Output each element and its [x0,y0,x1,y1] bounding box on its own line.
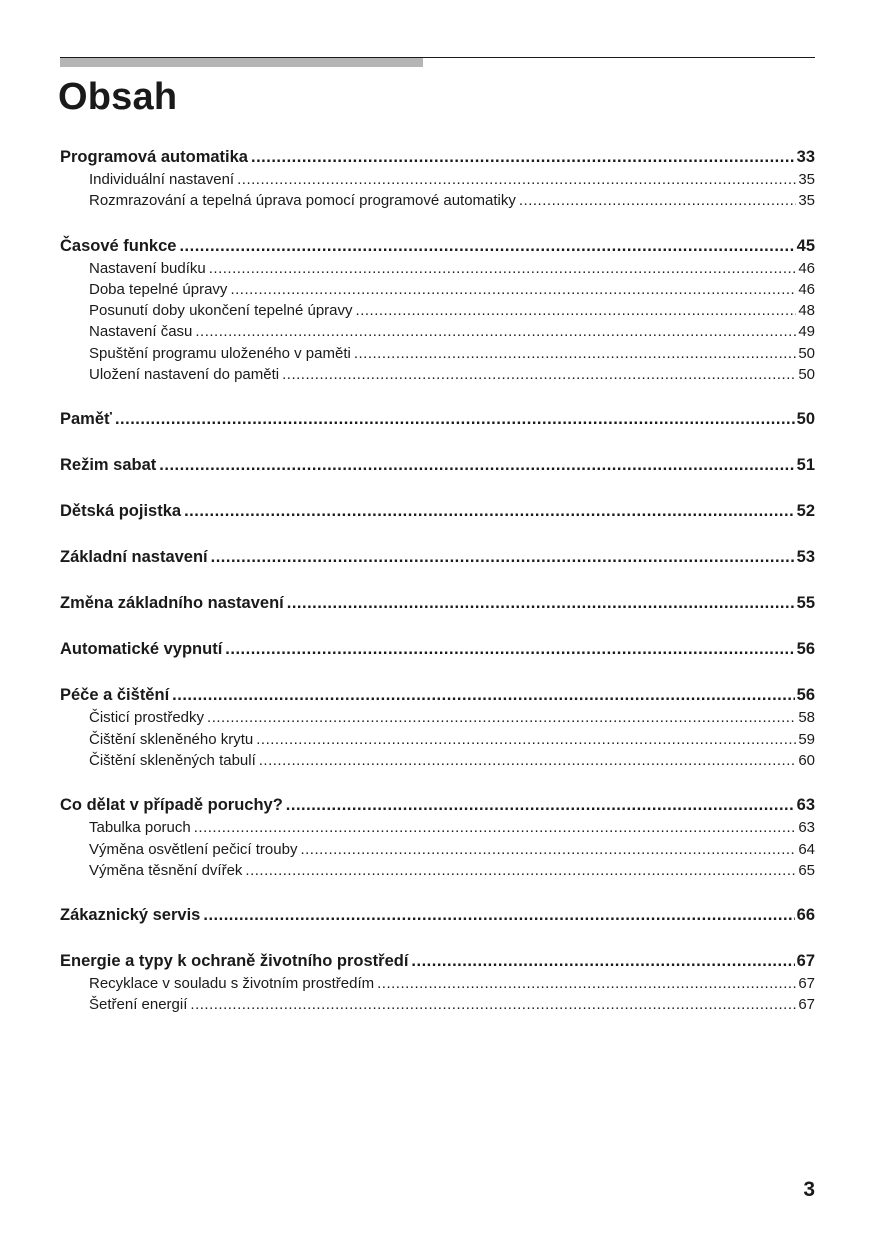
toc-subentry[interactable] [60,279,815,300]
table-of-contents [60,146,815,1039]
dot-leader [256,729,796,750]
toc-subentry-title: Recyklace v souladu s životním prostředím [89,975,375,993]
toc-entry[interactable] [60,794,815,817]
toc-entry-page: 51 [796,456,815,475]
toc-entry-page: 53 [796,548,815,567]
toc-section [60,546,815,569]
toc-section [60,500,815,523]
toc-subentry-page: 35 [798,192,815,210]
toc-subentry[interactable] [60,750,815,771]
toc-subentry-title: Čištění skleněného krytu [89,730,254,748]
toc-entry[interactable] [60,500,815,523]
header-bar [60,58,423,67]
dot-leader [184,500,795,523]
toc-subentry-page: 49 [798,323,815,341]
toc-subentry-title: Výměna těsnění dvířek [89,861,243,879]
dot-leader [190,994,796,1015]
toc-entry[interactable] [60,546,815,569]
toc-entry-title: Režim sabat [60,456,157,475]
toc-subentry[interactable] [60,321,815,342]
toc-subentry-page: 46 [798,280,815,298]
toc-subentry[interactable] [60,729,815,750]
toc-section [60,592,815,615]
toc-entry[interactable] [60,454,815,477]
toc-entry-title: Co dělat v případě poruchy? [60,796,283,815]
dot-leader [251,146,795,169]
toc-entry-title: Zákaznický servis [60,906,201,925]
dot-leader [282,364,796,385]
toc-subentry-page: 50 [798,366,815,384]
toc-entry-page: 33 [796,148,815,166]
toc-entry-page: 55 [796,594,815,613]
toc-subentry-page: 64 [798,840,815,858]
dot-leader [230,279,796,300]
toc-subentry[interactable] [60,300,815,321]
toc-subentry-page: 60 [798,751,815,769]
toc-subentry-title: Rozmrazování a tepelná úprava pomocí programové automatiky [89,192,516,210]
toc-subentry[interactable] [60,839,815,860]
toc-subentry-page: 48 [798,302,815,320]
toc-subentry-title: Spuštění programu uloženého v paměti [89,344,351,362]
toc-entry-title: Automatické vypnutí [60,640,223,659]
toc-section [60,454,815,477]
toc-subentry-title: Nastavení budíku [89,259,206,277]
toc-entry[interactable] [60,235,815,258]
toc-subentry[interactable] [60,973,815,994]
dot-leader [172,684,794,707]
dot-leader [194,817,797,838]
toc-subentry-title: Čištění skleněných tabulí [89,751,256,769]
dot-leader [195,321,796,342]
toc-subentry-title: Doba tepelné úpravy [89,280,228,298]
toc-subentry[interactable] [60,190,815,211]
toc-entry-page: 56 [796,640,815,659]
dot-leader [354,343,796,364]
dot-leader [286,794,795,817]
toc-section [60,950,815,1016]
page-number: 3 [803,1178,815,1201]
toc-subentry-title: Šetření energií [89,996,188,1014]
toc-subentry-title: Čisticí prostředky [89,709,205,727]
toc-entry[interactable] [60,146,815,169]
toc-entry[interactable] [60,950,815,973]
dot-leader [207,707,796,728]
toc-entry-title: Základní nastavení [60,548,208,567]
dot-leader [159,454,794,477]
dot-leader [211,546,795,569]
toc-subentry-page: 63 [798,819,815,837]
toc-subentry[interactable] [60,258,815,279]
toc-subentry-title: Individuální nastavení [89,171,235,188]
toc-entry-title: Změna základního nastavení [60,594,284,613]
toc-subentry-page: 50 [798,344,815,362]
toc-subentry-title: Posunutí doby ukončení tepelné úpravy [89,302,353,320]
toc-section [60,638,815,661]
toc-entry-title: Dětská pojistka [60,502,182,521]
toc-section [60,794,815,881]
toc-subentry-page: 67 [798,975,815,993]
toc-subentry-page: 46 [798,259,815,277]
toc-section [60,408,815,431]
toc-subentry-title: Uložení nastavení do paměti [89,366,280,384]
toc-entry-page: 66 [796,906,815,925]
toc-section [60,904,815,927]
toc-subentry[interactable] [60,860,815,881]
dot-leader [287,592,795,615]
toc-entry[interactable] [60,904,815,927]
toc-entry-page: 52 [796,502,815,521]
toc-subentry[interactable] [60,994,815,1015]
toc-subentry-page: 35 [798,171,815,188]
toc-section [60,235,815,386]
dot-leader [237,169,796,190]
toc-entry-title: Energie a typy k ochraně životního prostředí [60,952,409,971]
toc-subentry[interactable] [60,364,815,385]
toc-subentry[interactable] [60,343,815,364]
toc-subentry[interactable] [60,817,815,838]
dot-leader [209,258,797,279]
toc-subentry[interactable] [60,707,815,728]
toc-entry-title: Časové funkce [60,236,177,255]
toc-entry-page: 67 [796,952,815,971]
dot-leader [203,904,794,927]
dot-leader [300,839,796,860]
toc-section [60,684,815,771]
toc-subentry-page: 65 [798,861,815,879]
toc-subentry-title: Tabulka poruch [89,819,191,837]
dot-leader [411,950,794,973]
toc-entry-title: Paměť [60,410,112,429]
toc-entry-title: Programová automatika [60,148,248,166]
dot-leader [519,190,796,211]
dot-leader [179,235,794,258]
dot-leader [225,638,794,661]
toc-entry[interactable] [60,592,815,615]
toc-subentry-page: 59 [798,730,815,748]
toc-subentry-title: Nastavení času [89,323,193,341]
toc-subentry-page: 58 [798,709,815,727]
dot-leader [377,973,796,994]
toc-entry-title: Péče a čištění [60,686,170,705]
toc-entry[interactable] [60,638,815,661]
toc-section [60,146,815,212]
toc-entry-page: 56 [796,686,815,705]
dot-leader [356,300,797,321]
toc-subentry-title: Výměna osvětlení pečicí trouby [89,840,298,858]
toc-entry-page: 50 [796,410,815,429]
dot-leader [245,860,796,881]
toc-subentry-page: 67 [798,996,815,1014]
dot-leader [259,750,797,771]
toc-entry-page: 63 [796,796,815,815]
toc-entry[interactable] [60,408,815,431]
toc-entry[interactable] [60,684,815,707]
dot-leader [115,408,795,431]
toc-entry-page: 45 [796,236,815,255]
toc-subentry[interactable] [60,169,815,190]
page-title: Obsah [58,76,178,118]
